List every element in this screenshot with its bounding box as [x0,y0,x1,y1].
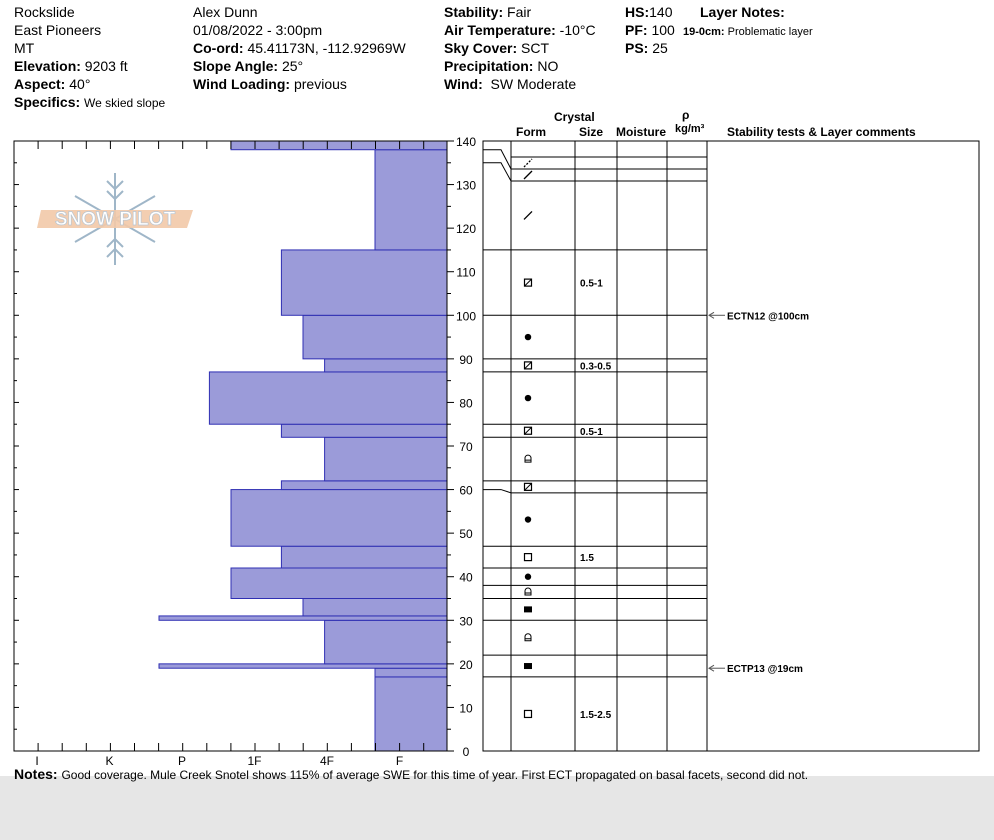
hardness-bar [281,481,447,490]
melt-form-icon [525,588,531,595]
moisture-header: Moisture [616,125,667,139]
range-name: East Pioneers [14,22,102,38]
specifics-label: Specifics: [14,94,81,110]
layer-connector [483,490,511,493]
y-tick-label: 120 [455,222,477,237]
slope-value: 25° [281,58,304,74]
crystal-form-symbol [524,606,532,612]
hardness-bar [303,599,447,616]
hs-label: HS: [625,4,650,20]
rounded-grain-icon [525,574,531,580]
slope-label: Slope Angle: [193,58,279,74]
ice-formation-icon [524,663,532,669]
crystal-form-symbol [525,395,531,401]
sky-label: Sky Cover: [444,40,518,56]
air-temp-label: Air Temperature: [444,22,556,38]
aspect-value: 40° [69,76,91,92]
observer-name: Alex Dunn [193,4,258,20]
hardness-tick-label: 4F [319,754,335,768]
crystal-size-label: 1.5 [580,553,594,565]
crystal-form-symbol [525,427,532,434]
layer-note-text: Problematic layer [727,26,813,38]
crystal-form-symbol [524,663,532,669]
layer-connector [483,150,511,169]
crystal-form-symbol [525,574,531,580]
stability-test-label: ECTP13 @19cm [727,664,803,676]
rounded-grain-icon [525,334,531,340]
y-tick-label: 130 [455,178,477,193]
crystal-form-symbol [525,554,532,561]
y-tick-label: 70 [459,440,473,454]
hardness-bar [325,437,447,481]
decomposing-fragment-icon [524,159,532,167]
melt-form-icon [525,455,531,462]
elevation-value: 9203 ft [84,58,128,74]
y-tick-label: 110 [456,265,476,280]
hardness-bar [231,141,447,150]
crystal-header: Crystal [554,110,595,124]
decomposing-fragment-icon [524,171,532,179]
precip-value: NO [537,58,559,74]
notes-row [14,766,808,783]
stratigraphy-frame [483,141,979,751]
precip-label: Precipitation: [444,58,534,74]
crystal-form-symbol [524,211,532,219]
snow-pilot-logo [37,173,193,265]
air-temp-value: -10°C [559,22,596,38]
coord-label: Co-ord: [193,40,244,56]
hardness-bar [281,424,447,437]
density-unit-header: kg/m³ [675,123,705,135]
hardness-bar [303,315,447,359]
crystal-form-symbol [525,634,531,641]
y-tick-label: 140 [455,135,477,149]
y-tick-label: 90 [459,352,473,367]
wind-value: SW Moderate [490,76,577,92]
faceted-crystal-icon [525,710,532,717]
y-tick-label: 10 [459,701,473,716]
pf-label: PF: [625,22,648,38]
y-tick-label: 100 [455,309,477,324]
mixed-facet-slash [525,279,532,286]
y-tick-label: 0 [462,745,470,759]
wind-label: Wind: [444,76,483,92]
crystal-form-symbol [524,171,532,179]
hardness-tick-label: I [35,754,39,768]
crystal-size-label: 0.5-1 [580,278,603,290]
wind-loading-value: previous [293,76,347,92]
sky-value: SCT [521,40,550,56]
elevation-label: Elevation: [14,58,81,74]
crystal-form-symbol [525,279,532,286]
y-tick-label: 20 [459,657,473,672]
y-tick-label: 60 [459,483,473,498]
y-tick-label: 50 [459,527,473,542]
aspect-label: Aspect: [14,76,66,92]
stability-test-label: ECTN12 @100cm [727,311,810,323]
crystal-size-label: 0.3-0.5 [580,361,612,373]
ice-formation-icon [524,606,532,612]
hardness-bar [325,359,447,372]
specifics-value: We skied slope [84,96,166,110]
stability-tests-header: Stability tests & Layer comments [727,125,916,139]
hardness-bar [375,677,447,751]
ps-label: PS: [625,40,649,56]
crystal-form-symbol [525,334,531,340]
hardness-bar [281,546,447,568]
hardness-tick-label: P [177,754,187,768]
mixed-facet-slash [525,483,532,490]
hardness-bar [231,568,447,599]
size-header: Size [579,125,604,139]
logo-text: SNOW PILOT [54,209,176,230]
wind-loading-label: Wind Loading: [193,76,291,92]
crystal-size-label: 0.5-1 [580,426,603,438]
layer-connector [483,163,511,181]
hardness-bar [325,620,447,664]
observation-datetime: 01/08/2022 - 3:00pm [193,22,323,38]
hs-value: 140 [649,4,673,20]
pf-value: 100 [651,22,675,38]
rho-header: ρ [682,108,690,122]
hardness-bar [231,490,447,547]
crystal-form-symbol [525,455,531,462]
notes-text: Good coverage. Mule Creek Snotel shows 115% of average SWE for this time of year. First ECT propagated on basal facets, second did not. [61,768,809,782]
melt-form-icon [525,634,531,641]
crystal-form-symbol [525,362,532,369]
mixed-facet-slash [525,362,532,369]
hardness-tick-label: 1F [247,754,262,768]
crystal-form-symbol [525,516,531,522]
rounded-grain-icon [525,395,531,401]
hardness-bar [281,250,447,315]
coord-value: 45.41173N, -112.92969W [247,40,406,56]
y-tick-label: 40 [459,570,473,585]
layer-notes-label: Layer Notes: [700,4,785,20]
hardness-bar [159,664,447,668]
crystal-form-symbol [525,483,532,490]
crystal-form-symbol [525,588,531,595]
ps-value: 25 [652,40,668,56]
crystal-form-symbol [525,710,532,717]
stability-value: Fair [507,4,532,20]
hardness-bar [209,372,447,424]
state-name: MT [14,40,35,56]
decomposing-fragment-icon [524,211,532,219]
stability-label: Stability: [444,4,504,20]
crystal-form-symbol [524,159,532,167]
layer-note-range: 19-0cm: [683,26,725,38]
faceted-crystal-icon [525,554,532,561]
crystal-size-label: 1.5-2.5 [580,709,612,721]
location-name: Rockslide [14,4,75,20]
rounded-grain-icon [525,516,531,522]
y-tick-label: 80 [459,396,473,411]
hardness-bar [375,150,447,250]
hardness-bar [375,668,447,677]
notes-label: Notes: [14,766,58,782]
hardness-bar [159,616,447,620]
y-tick-label: 30 [459,614,473,629]
hardness-tick-label: K [105,754,114,768]
hardness-tick-label: F [395,754,404,768]
form-header: Form [516,125,546,139]
mixed-facet-slash [525,427,532,434]
